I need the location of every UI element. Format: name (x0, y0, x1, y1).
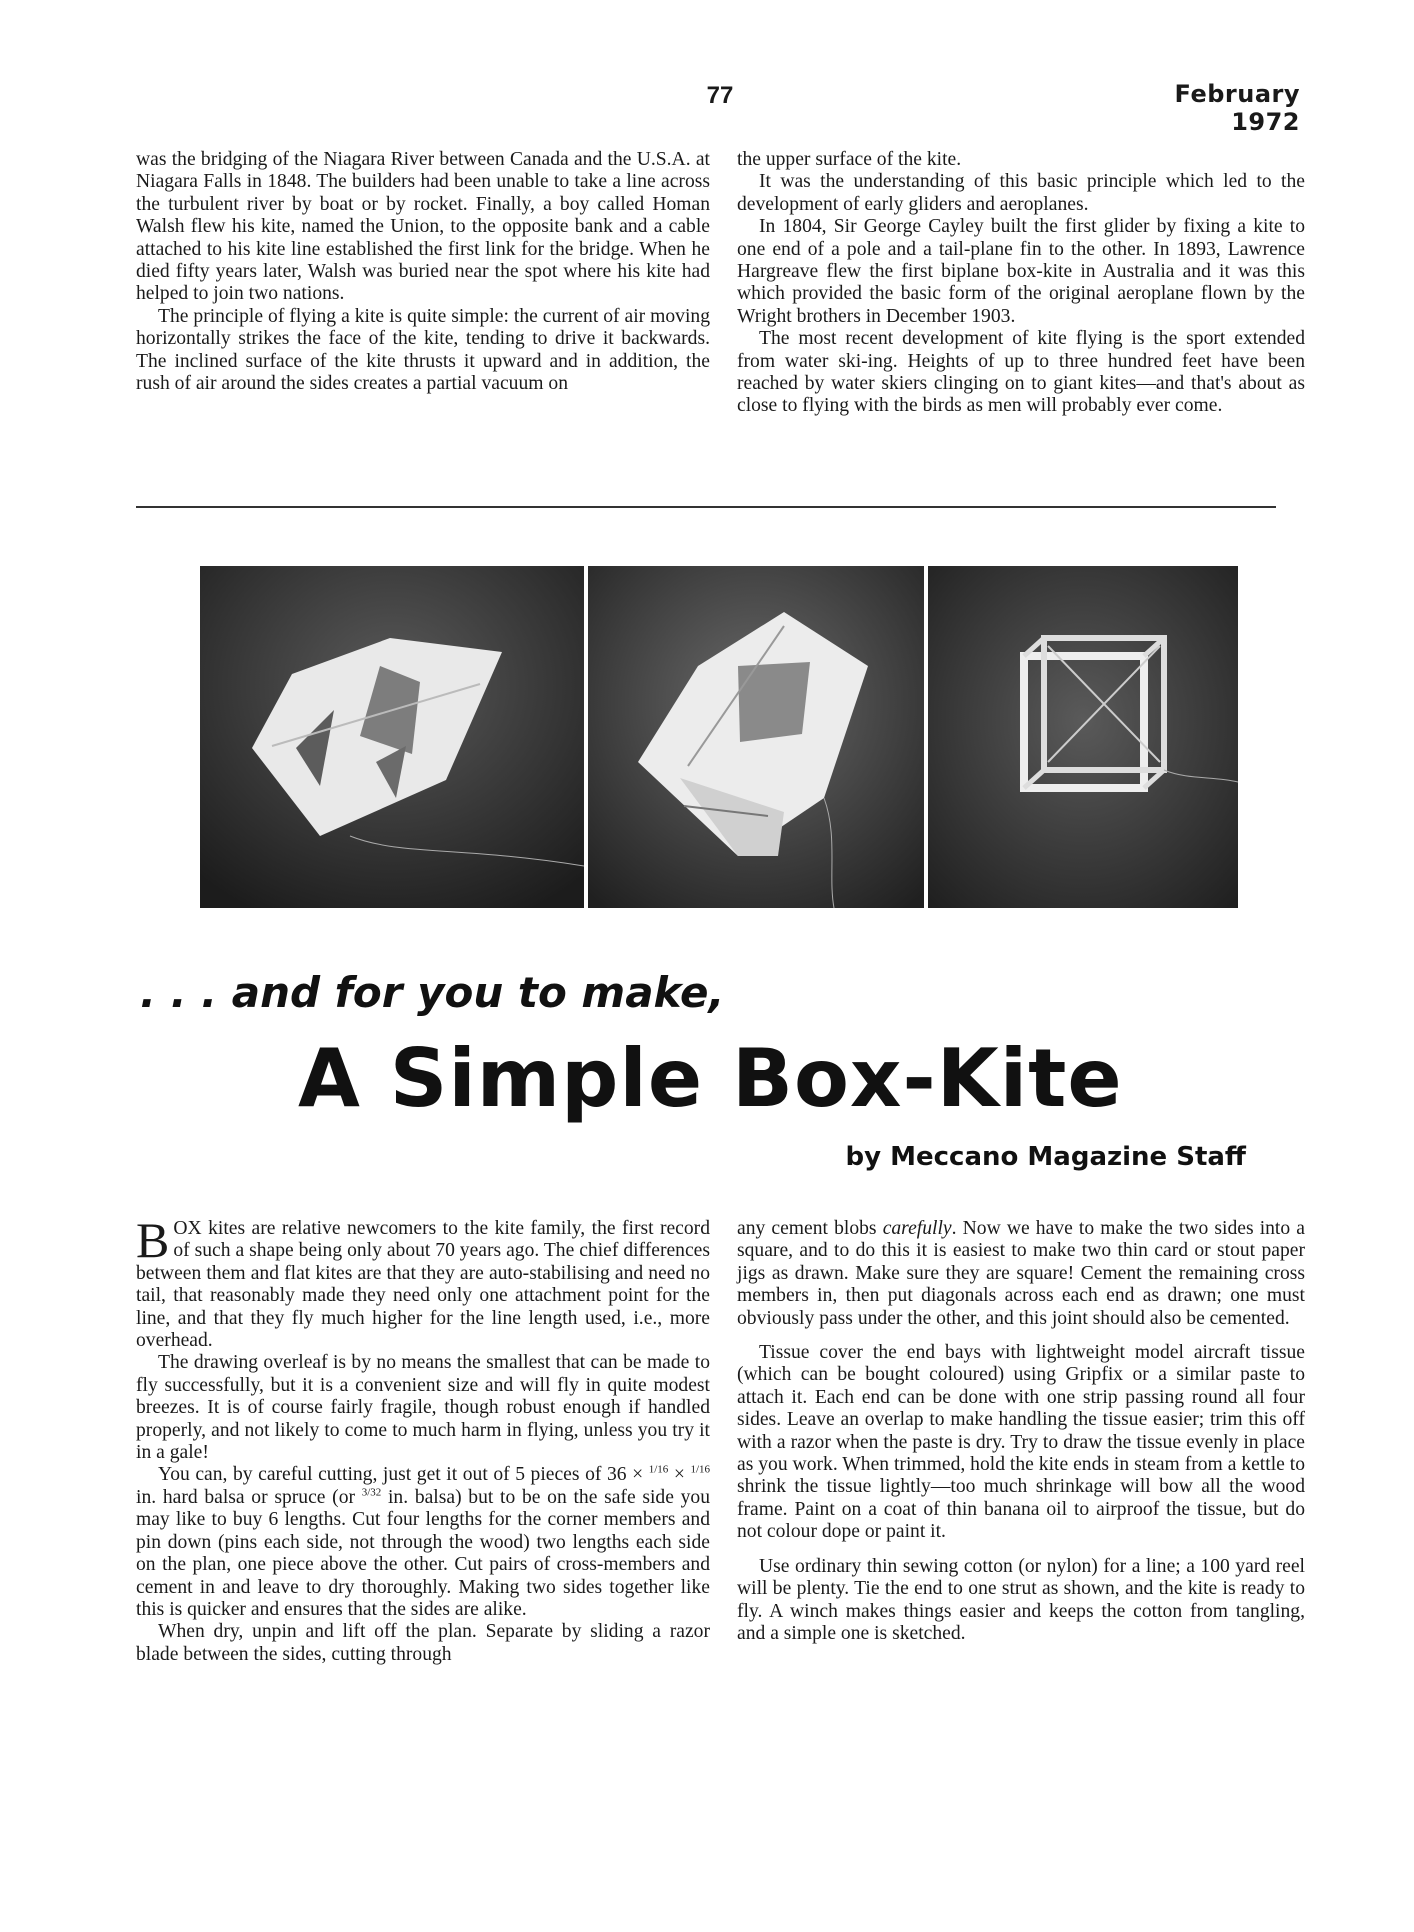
paragraph: In 1804, Sir George Cayley built the first glider by fixing a kite to one end of a pole and a tail-plane fin to the other. In 1893, Lawrence Hargreave flew the first biplane box-kite in Australia and it was this which provided the basic form of the original aeroplane flown by the Wright brothers in December 1903. (737, 216, 1305, 327)
paragraph: It was the understanding of this basic principle which led to the development of early gliders and aeroplanes. (737, 171, 1305, 215)
paragraph: was the bridging of the Niagara River between Canada and the U.S.A. at Niagara Falls in 1848. The builders had been unable to take a line across the turbulent river by boat or by rocket. Finally, a boy called Homan Walsh flew his kite, named the Union, to the opposite bank and a cable attached to his kite line established the first link for the bridge. When he died fifty years later, Walsh was buried near the spot where his kite had helped to join two nations. (136, 149, 710, 305)
kite-photo-1 (200, 566, 584, 908)
byline: by Meccano Magazine Staff (845, 1142, 1246, 1172)
drop-cap: B (136, 1212, 170, 1268)
article-right-column (737, 1218, 1305, 1645)
section-divider (136, 506, 1276, 508)
paragraph: Use ordinary thin sewing cotton (or nylon) for a line; a 100 yard reel will be plenty. Tie the end to one strut as shown, and the kite is ready to fly. A winch makes things easier and keeps the cotton from tangling, and a simple one is sketched. (737, 1555, 1305, 1644)
paragraph: The most recent development of kite flying is the sport extended from water ski-ing. Heights of up to three hundred feet have been reached by water skiers clinging on to giant kites—and that's about as close to flying with the birds as men will probably ever come. (737, 328, 1305, 417)
page-number: 77 (706, 82, 734, 109)
paragraph: any cement blobs carefully. Now we have to make the two sides into a square, and to do this it is easiest to make two thin card or stout paper jigs as drawn. Make sure they are square! Cement the remaining cross members in, then put diagonals across each end as drawn; one must obviously pass under the other, and this joint should also be cemented. (737, 1218, 1305, 1329)
article-title: A Simple Box-Kite (298, 1032, 1123, 1125)
kite-photo-2 (588, 566, 924, 908)
kite-photo-strip (200, 566, 1238, 908)
paragraph: BOX kites are relative newcomers to the kite family, the first record of such a shape being only about 70 years ago. The chief differences between them and flat kites are that they are auto-stabilising and need no tail, that reasonably made they need only one attachment point for the line, and that they fly much higher for the line length used, i.e., more overhead. (136, 1212, 710, 1352)
issue-date: February 1972 (1174, 80, 1300, 136)
kite-photo-3 (928, 566, 1238, 908)
article-left-column (136, 1212, 710, 1666)
paragraph: When dry, unpin and lift off the plan. Separate by sliding a razor blade between the sides, cutting through (136, 1621, 710, 1665)
fraction: 1/16 (648, 1463, 669, 1476)
paragraph: The principle of flying a kite is quite simple: the current of air moving horizontally strikes the face of the kite, tending to drive it backwards. The inclined surface of the kite thrusts it upward and in addition, the rush of air around the sides creates a partial vacuum on (136, 305, 710, 395)
paragraph: You can, by careful cutting, just get it out of 5 pieces of 36 × $^{1/16}$ × $^{1/16}$ in. hard balsa or spruce (or $^{3/32}$ in. balsa) but to be on the safe side you may like to buy 6 lengths. Cut four lengths for the corner members and pin down (pins each side, not through the wood) two lengths each side on the plan, one piece above the other. Cut pairs of cross-members and cement in and leave to dry thoroughly. Making two sides together like this is quicker and ensures that the sides are alike. (136, 1463, 710, 1620)
fraction: 1/16 (690, 1463, 710, 1476)
subheading: . . . and for you to make, (140, 968, 725, 1017)
top-right-column (737, 149, 1305, 418)
fraction: 3/32 (361, 1486, 382, 1499)
paragraph: The drawing overleaf is by no means the smallest that can be made to fly successfully, but it is a convenient size and will fly in quite modest breezes. It is of course fairly fragile, though robust enough if handled properly, and not likely to come to much harm in flying, unless you try it in a gale! (136, 1352, 710, 1464)
paragraph: Tissue cover the end bays with lightweight model aircraft tissue (which can be bought coloured) using Gripfix or a similar paste to attach it. Each end can be done with one strip passing round all four sides. Leave an overlap to make handling the tissue easier; trim this off with a razor when the paste is dry. Try to draw the tissue evenly in place as you work. When trimmed, hold the kite ends in steam from a kettle to shrink the tissue lightly—too much shrinkage will bow all the wood frame. Paint on a coat of thin banana oil to airproof the tissue, but do not colour dope or paint it. (737, 1342, 1305, 1543)
top-left-column (136, 149, 710, 395)
paragraph: the upper surface of the kite. (737, 149, 962, 170)
